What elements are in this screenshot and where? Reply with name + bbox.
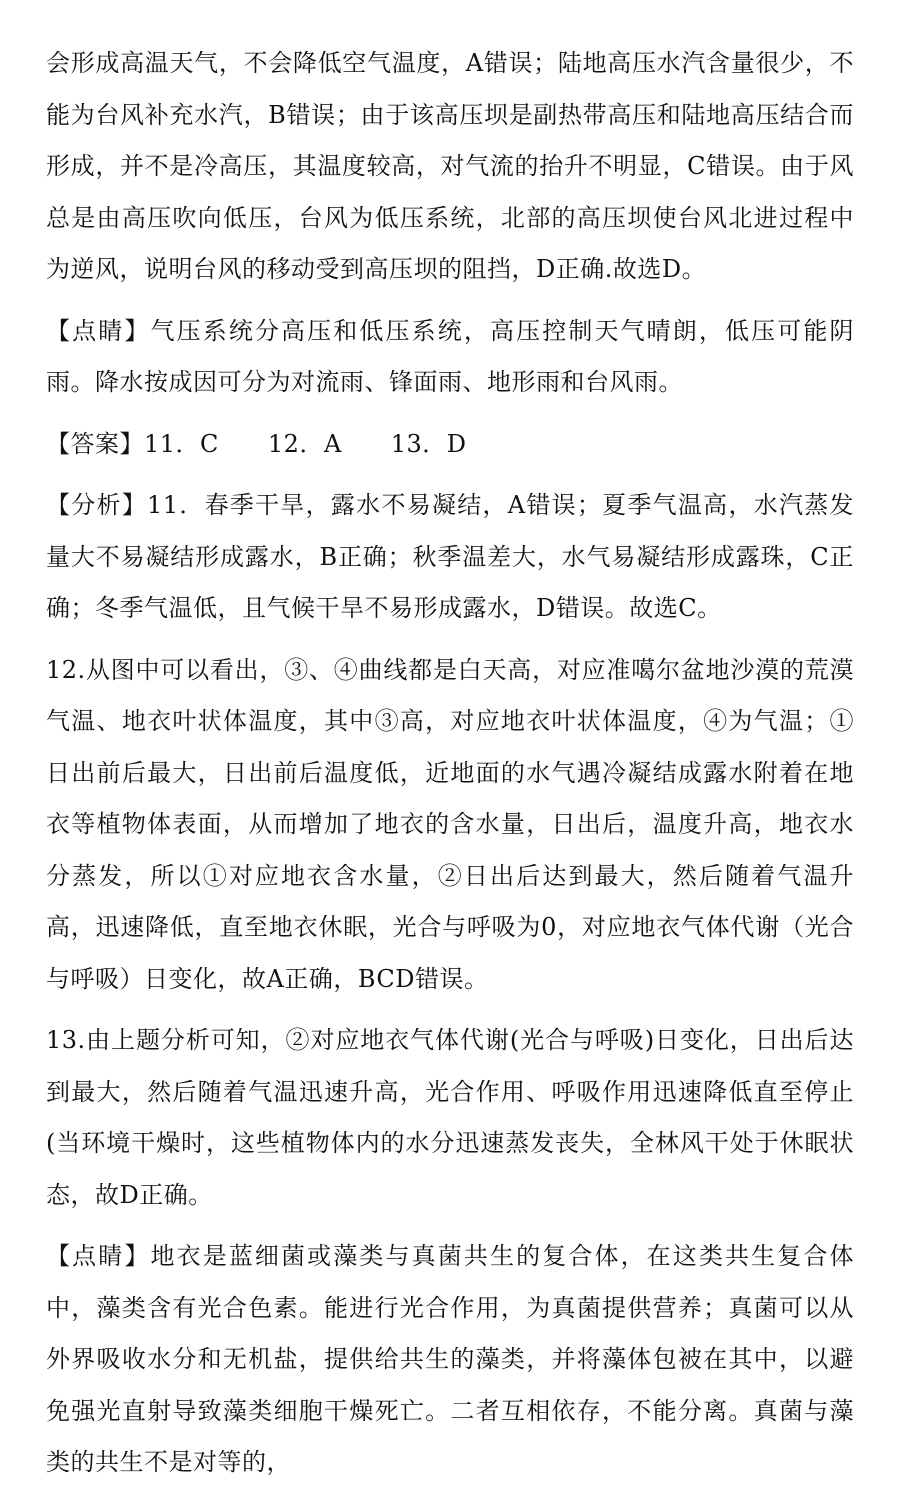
paragraph-answers: 【答案】11．C 12．A 13．D bbox=[46, 429, 467, 458]
paragraph-key-point-lichen: 【点睛】地衣是蓝细菌或藻类与真菌共生的复合体，在这类共生复合体中，藻类含有光合色素。能进行光合作用，为真菌提供营养；真菌可以从外界吸收水分和无机盐，提供给共生的藻类，并将藻体包被在其中，以避免强光直射导致藻类细胞干燥死亡。二者互相依存，不能分离。真菌与藻类的共生不是对等的， bbox=[46, 1242, 854, 1476]
document-page bbox=[46, 38, 854, 1489]
paragraph-analysis-13: 13.由上题分析可知，②对应地衣气体代谢(光合与呼吸)日变化，日出后达到最大，然后随着气温迅速升高，光合作用、呼吸作用迅速降低直至停止(当环境干燥时，这些植物体内的水分迅速蒸发丧失，全林风干处于休眠状态，故D正确。 bbox=[46, 1026, 854, 1209]
paragraph-key-point-pressure: 【点睛】气压系统分高压和低压系统，高压控制天气晴朗，低压可能阴雨。降水按成因可分为对流雨、锋面雨、地形雨和台风雨。 bbox=[46, 316, 854, 396]
paragraph-analysis-12: 12.从图中可以看出，③、④曲线都是白天高，对应准噶尔盆地沙漠的荒漠气温、地衣叶状体温度，其中③高，对应地衣叶状体温度，④为气温；①日出前后最大，日出前后温度低，近地面的水气遇冷凝结成露水附着在地衣等植物体表面，从而增加了地衣的含水量，日出后，温度升高，地衣水分蒸发，所以①对应地衣含水量，②日出后达到最大，然后随着气温升高，迅速降低，直至地衣休眠，光合与呼吸为0，对应地衣气体代谢（光合与呼吸）日变化，故A正确，BCD错误。 bbox=[46, 655, 854, 993]
paragraph-analysis-continued: 会形成高温天气，不会降低空气温度，A错误；陆地高压水汽含量很少，不能为台风补充水汽，B错误；由于该高压坝是副热带高压和陆地高压结合而形成，并不是冷高压，其温度较高，对气流的抬升不明显，C错误。由于风总是由高压吹向低压，台风为低压系统，北部的高压坝使台风北进过程中为逆风，说明台风的移动受到高压坝的阻挡，D正确.故选D。 bbox=[46, 49, 854, 283]
paragraph-analysis-11: 【分析】11．春季干旱，露水不易凝结，A错误；夏季气温高，水汽蒸发量大不易凝结形成露水，B正确；秋季温差大，水气易凝结形成露珠，C正确；冬季气温低，且气候干旱不易形成露水，D错误。故选C。 bbox=[46, 491, 854, 622]
